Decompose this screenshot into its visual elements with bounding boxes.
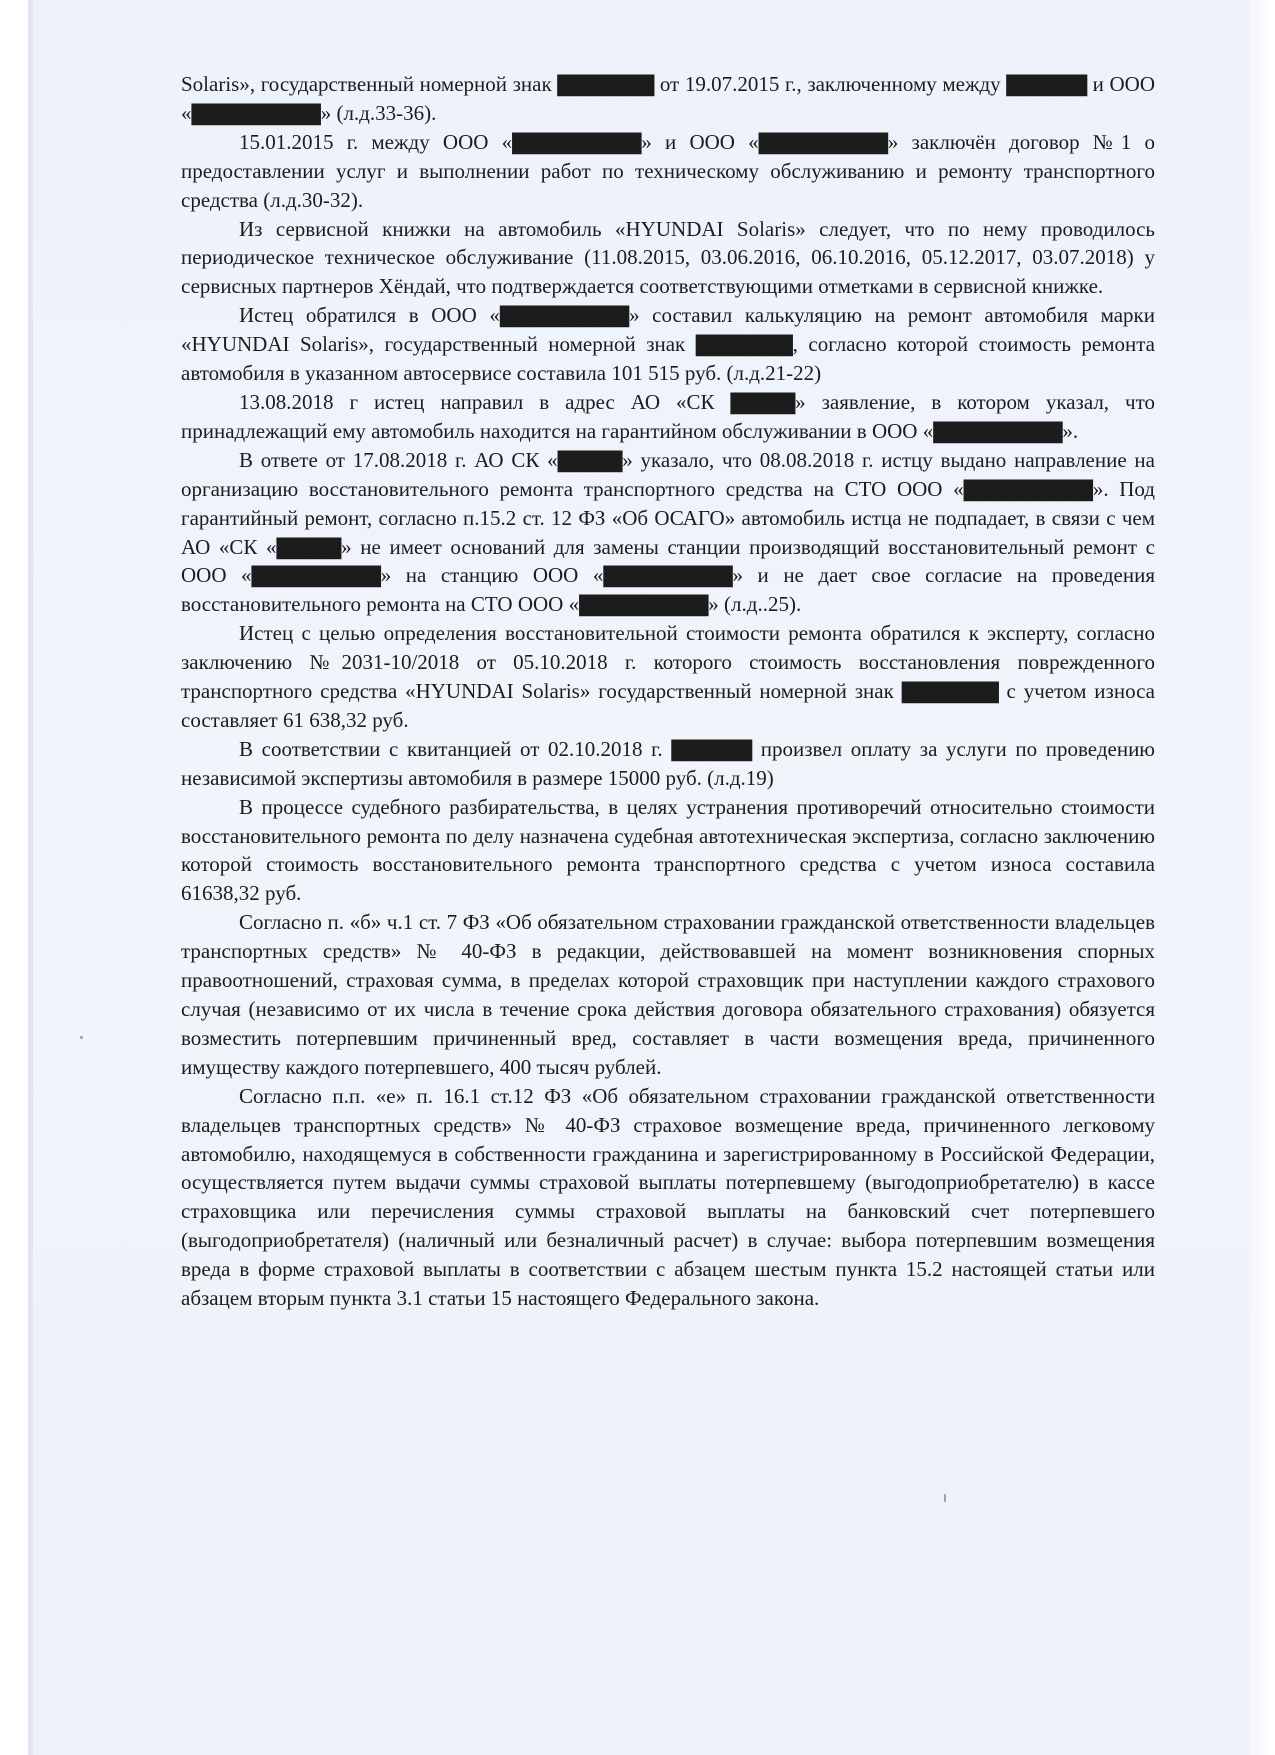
paragraph-8: В соответствии с квитанцией от 02.10.2018 г. ▇▇▇▇▇ произвел оплату за услуги по проведению независимой экспертизы автомобиля в размере 15000 руб. (л.д.19) — [181, 736, 1155, 790]
paragraph-11: Согласно п.п. «е» п. 16.1 ст.12 ФЗ «Об обязательном страховании гражданской ответственности владельцев транспортных средств» № 40-ФЗ страховое возмещение вреда, причиненного легковому автомобилю, находящемуся в собственности гражданина и зарегистрированному в Российской Федерации, осуществляется путем выдачи суммы страховой выплаты потерпевшему (выгодоприобретателю) в кассе страховщика или перечисления суммы страховой выплаты на банковский счет потерпевшего (выгодоприобретателя) (наличный или безналичный расчет) в случае: выбора потерпевшим возмещения вреда в форме страховой выплаты в соответствии с абзацем шестым пункта 15.2 настоящей статьи или абзацем вторым пункта 3.1 статьи 15 настоящего Федерального закона. — [181, 1083, 1155, 1311]
paragraph-6: В ответе от 17.08.2018 г. АО СК «▇▇▇▇» указало, что 08.08.2018 г. истцу выдано направление на организацию восстановительного ремонта транспортного средства на СТО ООО «▇▇▇▇▇▇▇▇». Под гарантийный ремонт, согласно п.15.2 ст. 12 ФЗ «Об ОСАГО» автомобиль истца не подпадает, в связи с чем АО «СК «▇▇▇▇» не имеет оснований для замены станции производящий восстановительный ремонт с ООО «▇▇▇▇▇▇▇▇» на станцию ООО «▇▇▇▇▇▇▇▇» и не дает свое согласие на проведения восстановительного ремонта на СТО ООО «▇▇▇▇▇▇▇▇» (л.д..25). — [181, 447, 1155, 617]
paragraph-5: 13.08.2018 г истец направил в адрес АО «СК ▇▇▇▇» заявление, в котором указал, что принадлежащий ему автомобиль находится на гарантийном обслуживании в ООО «▇▇▇▇▇▇▇▇». — [181, 389, 1155, 443]
scan-speck — [944, 1494, 946, 1502]
paragraph-10: Согласно п. «б» ч.1 ст. 7 ФЗ «Об обязательном страховании гражданской ответственности владельцев транспортных средств» № 40-ФЗ в редакции, действовавшей на момент возникновения спорных правоотношений, страховая сумма, в пределах которой страховщик при наступлении каждого страхового случая (независимо от их числа в течение срока действия договора обязательного страхования) обязуется возместить потерпевшим причиненный вред, составляет в части возмещения вреда, причиненного имуществу каждого потерпевшего, 400 тысяч рублей. — [181, 910, 1155, 1079]
paragraph-3: Из сервисной книжки на автомобиль «HYUNDAI Solaris» следует, что по нему проводилось периодическое техническое обслуживание (11.08.2015, 03.06.2016, 06.10.2016, 05.12.2017, 03.07.2018) у сервисных партнеров Хёндай, что подтверждается соответствующими отметками в сервисной книжке. — [181, 216, 1155, 299]
document-body — [181, 70, 1155, 1313]
paragraph-1: Solaris», государственный номерной знак ▇▇▇▇▇▇ от 19.07.2015 г., заключенному между ▇▇▇▇▇ и ООО «▇▇▇▇▇▇▇▇» (л.д.33-36). — [181, 72, 1155, 125]
scan-speck — [80, 1036, 83, 1039]
paragraph-9: В процессе судебного разбирательства, в целях устранения противоречий относительно стоимости восстановительного ремонта по делу назначена судебная автотехническая экспертиза, согласно заключению которой стоимость восстановительного ремонта транспортного средства с учетом износа составила 61638,32 руб. — [181, 794, 1155, 906]
page-left-edge — [28, 0, 33, 1755]
paragraph-2: 15.01.2015 г. между ООО «▇▇▇▇▇▇▇▇» и ООО «▇▇▇▇▇▇▇▇» заключён договор №1 о предоставлении услуг и выполнении работ по техническому обслуживанию и ремонту транспортного средства (л.д.30-32). — [181, 129, 1155, 212]
paragraph-4: Истец обратился в ООО «▇▇▇▇▇▇▇▇» составил калькуляцию на ремонт автомобиля марки «HYUNDAI Solaris», государственный номерной знак ▇▇▇▇▇▇, согласно которой стоимость ремонта автомобиля в указанном автосервисе составила 101 515 руб. (л.д.21-22) — [181, 303, 1155, 386]
scanner-margin — [1250, 0, 1275, 1755]
paragraph-7: Истец с целью определения восстановительной стоимости ремонта обратился к эксперту, согласно заключению №2031-10/2018 от 05.10.2018 г. которого стоимость восстановления поврежденного транспортного средства «HYUNDAI Solaris» государственный номерной знак ▇▇▇▇▇▇ с учетом износа составляет 61 638,32 руб. — [181, 621, 1155, 732]
